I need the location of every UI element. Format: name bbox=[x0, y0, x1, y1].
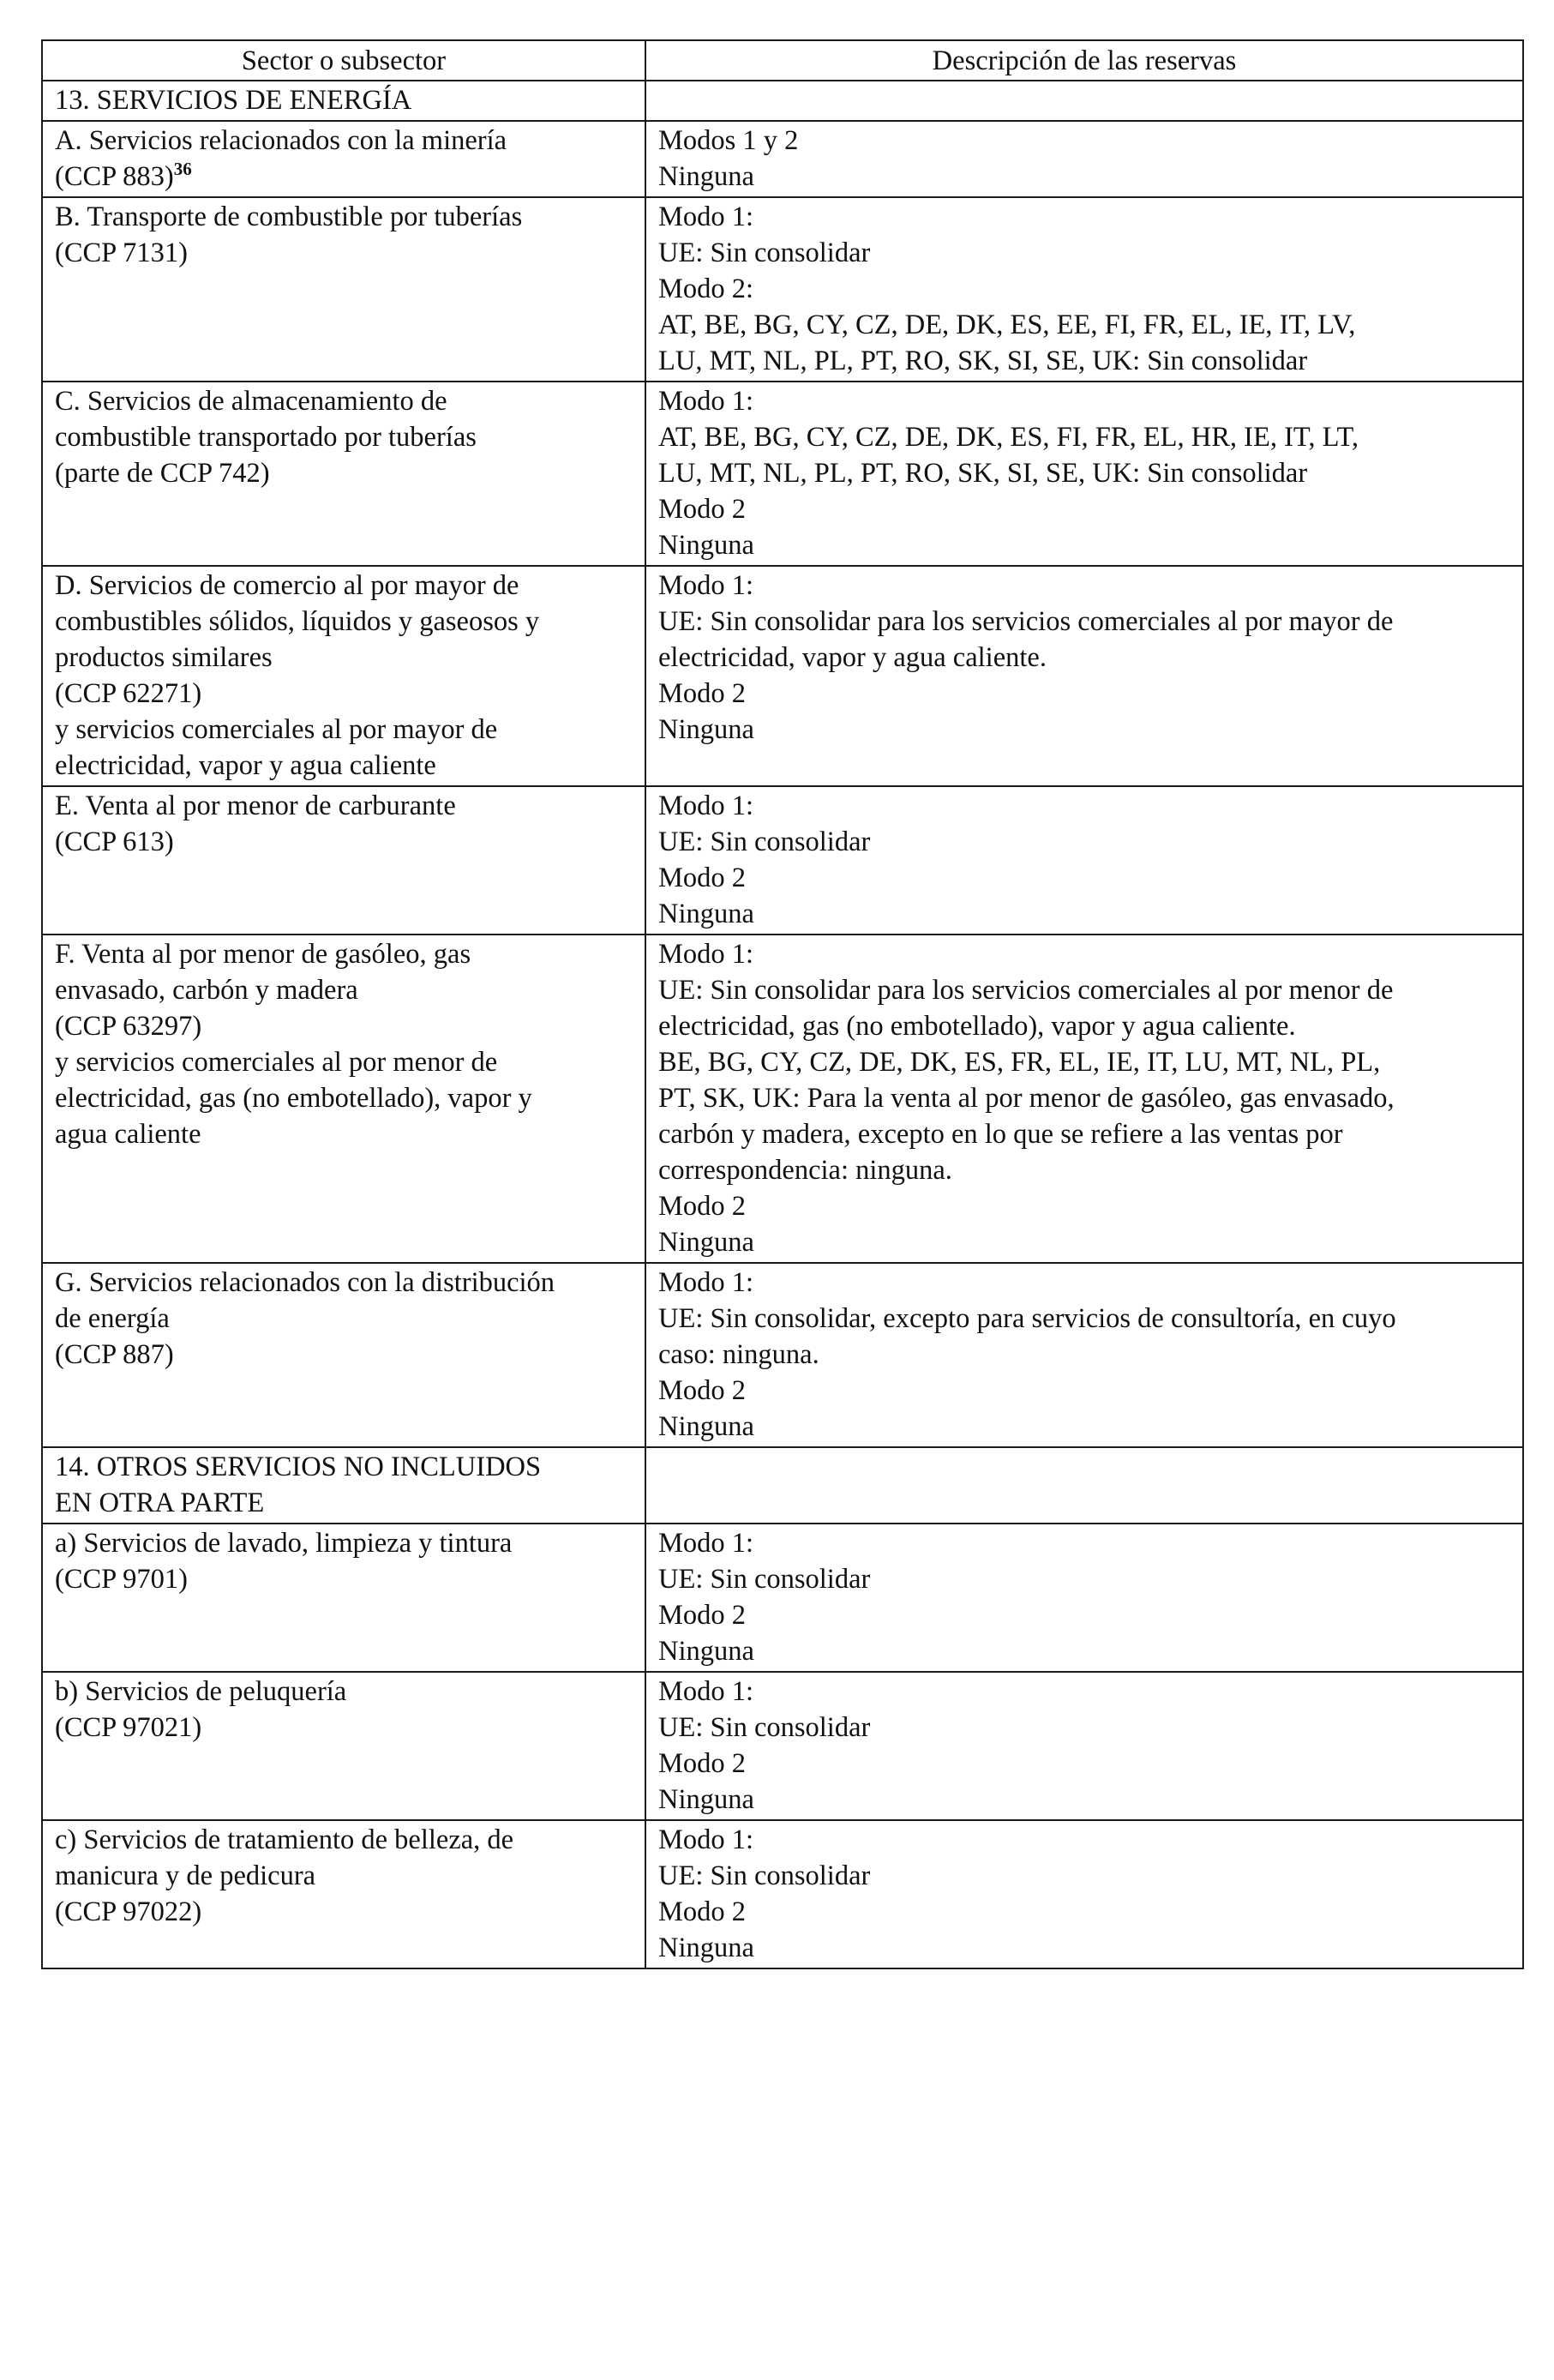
description-line: UE: Sin consolidar para los servicios comerciales al por mayor de bbox=[658, 606, 1394, 637]
description-line: Ninguna bbox=[658, 530, 754, 561]
sector-line bbox=[55, 235, 633, 271]
sector-line-text: A. Servicios relacionados con la minería bbox=[55, 125, 507, 156]
description-cell bbox=[645, 1820, 1523, 1968]
table-row bbox=[42, 197, 1523, 382]
sector-line-text: E. Venta al por menor de carburante bbox=[55, 790, 456, 821]
description-line: Modo 1: bbox=[658, 570, 754, 601]
description-line: Modo 2 bbox=[658, 1600, 747, 1631]
sector-line-text: manicura y de pedicura bbox=[55, 1860, 316, 1891]
description-cell bbox=[645, 1524, 1523, 1672]
sector-line-text: (CCP 63297) bbox=[55, 1011, 202, 1042]
sector-line-text: de energía bbox=[55, 1303, 170, 1334]
description-line: UE: Sin consolidar bbox=[658, 1712, 871, 1743]
sector-line-text: combustible transportado por tuberías bbox=[55, 422, 477, 453]
sector-cell bbox=[42, 1820, 645, 1968]
sector-cell bbox=[42, 786, 645, 935]
description-cell bbox=[645, 1672, 1523, 1820]
description-line: Modo 1: bbox=[658, 1824, 754, 1855]
sector-line bbox=[55, 1561, 633, 1597]
description-line: carbón y madera, excepto en lo que se refiere a las ventas por bbox=[658, 1119, 1343, 1150]
sector-line-text: (CCP 883) bbox=[55, 161, 174, 192]
description-line: Modo 2 bbox=[658, 1191, 747, 1222]
footnote-marker[interactable]: 36 bbox=[173, 159, 192, 179]
sector-line bbox=[55, 1008, 633, 1044]
sector-line bbox=[55, 1894, 633, 1930]
sector-line-text: 14. OTROS SERVICIOS NO INCLUIDOS bbox=[55, 1451, 542, 1482]
description-line: Modo 2 bbox=[658, 862, 747, 893]
table-row bbox=[42, 1672, 1523, 1820]
sector-line-text: c) Servicios de tratamiento de belleza, de bbox=[55, 1824, 514, 1855]
sector-line-text: agua caliente bbox=[55, 1119, 201, 1150]
sector-line bbox=[55, 604, 633, 640]
description-cell bbox=[645, 566, 1523, 786]
sector-cell bbox=[42, 1263, 645, 1447]
sector-line-text: y servicios comerciales al por menor de bbox=[55, 1047, 498, 1078]
sector-line bbox=[55, 640, 633, 676]
sector-line bbox=[55, 972, 633, 1008]
description-cell bbox=[645, 1263, 1523, 1447]
sector-line-text: (CCP 62271) bbox=[55, 678, 202, 709]
description-line: AT, BE, BG, CY, CZ, DE, DK, ES, EE, FI, FR, EL, IE, IT, LV, bbox=[658, 310, 1356, 340]
description-cell bbox=[645, 1447, 1523, 1524]
sector-line-text: combustibles sólidos, líquidos y gaseosos y bbox=[55, 606, 540, 637]
description-line: Modo 2 bbox=[658, 1375, 747, 1406]
sector-line bbox=[55, 1525, 633, 1561]
table-row bbox=[42, 1447, 1523, 1524]
description-line: Modo 1: bbox=[658, 939, 754, 970]
sector-cell bbox=[42, 1524, 645, 1672]
sector-line-text: (CCP 887) bbox=[55, 1339, 174, 1370]
sector-line bbox=[55, 568, 633, 604]
description-line: Modos 1 y 2 bbox=[658, 125, 799, 156]
sector-line-text: y servicios comerciales al por mayor de bbox=[55, 714, 498, 745]
description-line: PT, SK, UK: Para la venta al por menor de gasóleo, gas envasado, bbox=[658, 1083, 1395, 1114]
sector-line bbox=[55, 419, 633, 455]
description-line: caso: ninguna. bbox=[658, 1339, 819, 1370]
table-row bbox=[42, 1524, 1523, 1672]
header-sector: Sector o subsector bbox=[42, 40, 645, 81]
description-line: BE, BG, CY, CZ, DE, DK, ES, FR, EL, IE, IT, LU, MT, NL, PL, bbox=[658, 1047, 1381, 1078]
description-line: UE: Sin consolidar bbox=[658, 1860, 871, 1891]
sector-line bbox=[55, 1080, 633, 1116]
description-line: Ninguna bbox=[658, 1411, 754, 1442]
description-line: electricidad, gas (no embotellado), vapor y agua caliente. bbox=[658, 1011, 1296, 1042]
description-line: Modo 1: bbox=[658, 386, 754, 417]
description-line: Modo 1: bbox=[658, 1676, 754, 1707]
description-line: Modo 1: bbox=[658, 1528, 754, 1559]
description-line: UE: Sin consolidar bbox=[658, 237, 871, 268]
description-line: Ninguna bbox=[658, 899, 754, 929]
description-line: UE: Sin consolidar bbox=[658, 1564, 871, 1595]
sector-line-text: (parte de CCP 742) bbox=[55, 458, 270, 489]
sector-line-text: (CCP 9701) bbox=[55, 1564, 188, 1595]
sector-line bbox=[55, 1858, 633, 1894]
header-description: Descripción de las reservas bbox=[645, 40, 1523, 81]
reservations-table bbox=[41, 39, 1524, 1969]
sector-line-text: 13. SERVICIOS DE ENERGÍA bbox=[55, 85, 412, 116]
sector-line bbox=[55, 82, 633, 118]
sector-line bbox=[55, 712, 633, 748]
sector-line-text: electricidad, gas (no embotellado), vapor y bbox=[55, 1083, 532, 1114]
sector-line bbox=[55, 1116, 633, 1152]
description-line: Modo 1: bbox=[658, 790, 754, 821]
description-line: electricidad, vapor y agua caliente. bbox=[658, 642, 1047, 673]
sector-line-text: C. Servicios de almacenamiento de bbox=[55, 386, 447, 417]
description-line: Modo 2: bbox=[658, 273, 754, 304]
sector-cell bbox=[42, 566, 645, 786]
sector-line bbox=[55, 123, 633, 159]
sector-line bbox=[55, 455, 633, 491]
table-row bbox=[42, 121, 1523, 197]
table-row bbox=[42, 81, 1523, 121]
description-line: Ninguna bbox=[658, 714, 754, 745]
sector-line bbox=[55, 1674, 633, 1710]
table-row bbox=[42, 382, 1523, 566]
sector-line-text: electricidad, vapor y agua caliente bbox=[55, 750, 436, 781]
sector-line-text: D. Servicios de comercio al por mayor de bbox=[55, 570, 519, 601]
description-cell bbox=[645, 121, 1523, 197]
description-line: Modo 2 bbox=[658, 1896, 747, 1927]
table-row bbox=[42, 786, 1523, 935]
sector-line bbox=[55, 1337, 633, 1373]
document-page bbox=[41, 39, 1522, 1969]
description-line: Ninguna bbox=[658, 161, 754, 192]
table-row bbox=[42, 566, 1523, 786]
sector-line bbox=[55, 1301, 633, 1337]
sector-line-text: (CCP 97021) bbox=[55, 1712, 202, 1743]
sector-cell bbox=[42, 81, 645, 121]
description-line: AT, BE, BG, CY, CZ, DE, DK, ES, FI, FR, EL, HR, IE, IT, LT, bbox=[658, 422, 1359, 453]
sector-line bbox=[55, 1822, 633, 1858]
description-line: UE: Sin consolidar bbox=[658, 826, 871, 857]
description-cell bbox=[645, 197, 1523, 382]
sector-line-text: a) Servicios de lavado, limpieza y tintura bbox=[55, 1528, 513, 1559]
sector-line-text: b) Servicios de peluquería bbox=[55, 1676, 347, 1707]
sector-line bbox=[55, 824, 633, 860]
sector-line bbox=[55, 1449, 633, 1485]
sector-cell bbox=[42, 121, 645, 197]
description-cell bbox=[645, 935, 1523, 1263]
sector-line-text: (CCP 7131) bbox=[55, 237, 188, 268]
sector-line bbox=[55, 936, 633, 972]
table-row bbox=[42, 1263, 1523, 1447]
sector-cell bbox=[42, 1447, 645, 1524]
sector-cell bbox=[42, 935, 645, 1263]
description-line: UE: Sin consolidar para los servicios comerciales al por menor de bbox=[658, 975, 1394, 1006]
sector-line bbox=[55, 1044, 633, 1080]
sector-line bbox=[55, 748, 633, 784]
sector-line-text: F. Venta al por menor de gasóleo, gas bbox=[55, 939, 471, 970]
sector-line-text: (CCP 613) bbox=[55, 826, 174, 857]
sector-cell bbox=[42, 1672, 645, 1820]
sector-line bbox=[55, 159, 633, 195]
description-cell bbox=[645, 81, 1523, 121]
sector-line-text: EN OTRA PARTE bbox=[55, 1488, 265, 1518]
sector-line bbox=[55, 383, 633, 419]
description-line: Modo 2 bbox=[658, 1748, 747, 1779]
sector-line bbox=[55, 676, 633, 712]
sector-line-text: envasado, carbón y madera bbox=[55, 975, 358, 1006]
table-row bbox=[42, 1820, 1523, 1968]
sector-line-text: G. Servicios relacionados con la distribución bbox=[55, 1267, 555, 1298]
table-header bbox=[42, 40, 1523, 81]
description-cell bbox=[645, 786, 1523, 935]
description-line: correspondencia: ninguna. bbox=[658, 1155, 952, 1186]
sector-line-text: productos similares bbox=[55, 642, 273, 673]
description-line: LU, MT, NL, PL, PT, RO, SK, SI, SE, UK: Sin consolidar bbox=[658, 458, 1308, 489]
sector-line-text: B. Transporte de combustible por tuberías bbox=[55, 201, 523, 232]
description-line: Ninguna bbox=[658, 1784, 754, 1815]
description-line: Ninguna bbox=[658, 1932, 754, 1963]
description-cell bbox=[645, 382, 1523, 566]
sector-cell bbox=[42, 197, 645, 382]
description-line: Modo 1: bbox=[658, 201, 754, 232]
description-line: Modo 2 bbox=[658, 494, 747, 525]
description-line: UE: Sin consolidar, excepto para servicios de consultoría, en cuyo bbox=[658, 1303, 1396, 1334]
description-line: Ninguna bbox=[658, 1227, 754, 1258]
description-line: Modo 1: bbox=[658, 1267, 754, 1298]
sector-line-text: (CCP 97022) bbox=[55, 1896, 202, 1927]
description-line: Ninguna bbox=[658, 1636, 754, 1667]
sector-line bbox=[55, 1265, 633, 1301]
table-row bbox=[42, 935, 1523, 1263]
sector-line bbox=[55, 199, 633, 235]
sector-line bbox=[55, 788, 633, 824]
description-line: LU, MT, NL, PL, PT, RO, SK, SI, SE, UK: Sin consolidar bbox=[658, 346, 1308, 376]
sector-line bbox=[55, 1485, 633, 1521]
header-row bbox=[42, 40, 1523, 81]
sector-cell bbox=[42, 382, 645, 566]
description-line: Modo 2 bbox=[658, 678, 747, 709]
table-body bbox=[42, 81, 1523, 1968]
sector-line bbox=[55, 1710, 633, 1746]
